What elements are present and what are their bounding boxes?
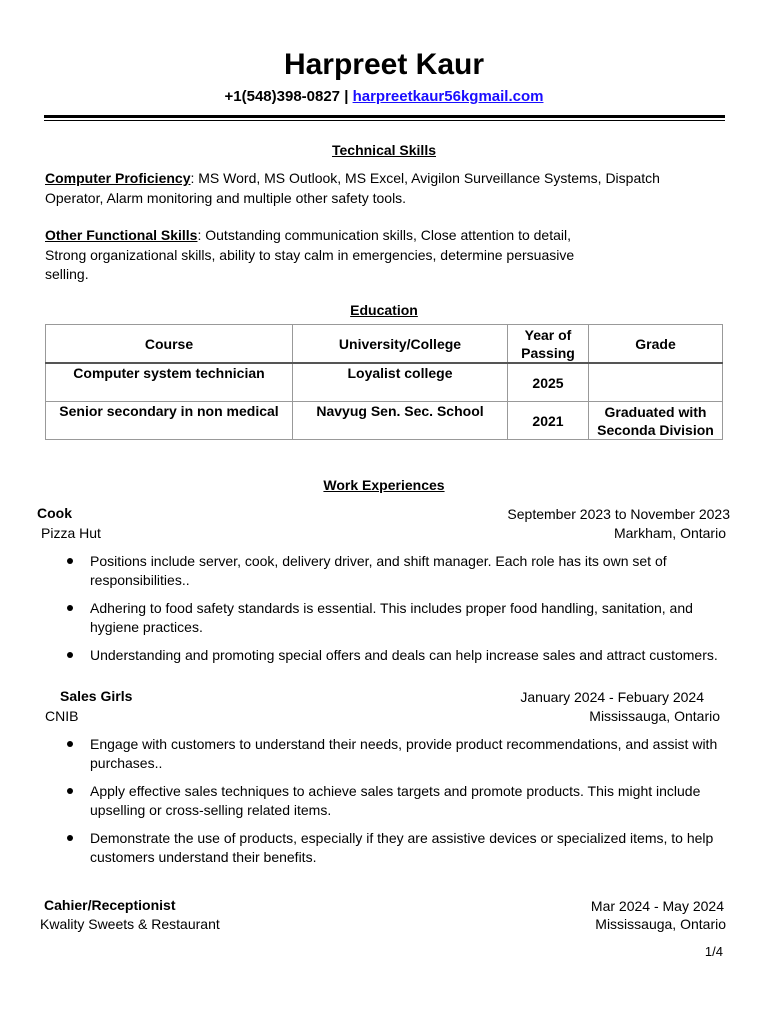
table-header-row [46,325,723,364]
table-row [46,363,723,402]
header-university: University/College [293,325,508,364]
job-location: Mississauga, Ontario [595,916,726,932]
computer-proficiency-label: Computer Proficiency [45,170,191,186]
job-company: Kwality Sweets & Restaurant [40,916,220,932]
header-year: Year of Passing [508,325,589,364]
table-row [46,402,723,440]
header-divider-thin [44,120,725,121]
list-item: Understanding and promoting special offers and deals can help increase sales and attract customers. [62,646,722,665]
candidate-name: Harpreet Kaur [283,48,485,81]
job-location: Mississauga, Ontario [589,708,720,724]
job-title: Cook [37,505,72,521]
email-link[interactable]: harpreetkaur56kgmail.com [352,88,544,105]
other-skills-label: Other Functional Skills [45,227,198,243]
job-dates: September 2023 to November 2023 [507,506,730,522]
job-company: CNIB [45,708,79,724]
list-item: Engage with customers to understand their needs, provide product recommendations, and assist with purchases.. [62,735,722,773]
year-cell: 2021 [508,402,589,440]
grade-cell: Graduated with Seconda Division [589,402,723,440]
list-item: Apply effective sales techniques to achieve sales targets and promote products. This might include upselling or cross-selling related items. [62,782,722,820]
header-grade: Grade [589,325,723,364]
course-cell: Senior secondary in non medical [46,402,293,440]
other-skills-paragraph [45,226,615,285]
year-cell: 2025 [508,363,589,402]
list-item: Positions include server, cook, delivery driver, and shift manager. Each role has its own set of responsibilities.. [62,552,722,590]
education-table [45,324,723,440]
computer-proficiency-text: : MS Word, MS Outlook, MS Excel, Avigilon Surveillance Systems, Dispatch Operator, Alarm monitoring and multiple other safety tools. [45,170,660,206]
job-title: Cahier/Receptionist [44,897,176,913]
section-title-work-experiences: Work Experiences [323,477,445,493]
section-title-education: Education [350,302,418,318]
contact-line [0,87,768,107]
job-responsibilities-list [62,735,722,876]
grade-cell [589,363,723,402]
course-cell: Computer system technician [46,363,293,402]
job-responsibilities-list [62,552,722,674]
university-cell: Loyalist college [293,363,508,402]
header-divider-thick [44,115,725,118]
job-dates: Mar 2024 - May 2024 [590,898,724,914]
job-company: Pizza Hut [41,525,101,541]
page-number: 1/4 [704,944,723,959]
header-course: Course [46,325,293,364]
job-location: Markham, Ontario [613,525,726,541]
computer-proficiency-paragraph [45,169,705,208]
list-item: Demonstrate the use of products, especially if they are assistive devices or specialized items, to help customers understand their benefits. [62,829,722,867]
university-cell: Navyug Sen. Sec. School [293,402,508,440]
list-item: Adhering to food safety standards is essential. This includes proper food handling, sanitation, and hygiene practices. [62,599,722,637]
other-skills-text: : Outstanding communication skills, Close attention to detail, Strong organizational skills, ability to stay calm in emergencies, determine persuasive selling. [45,227,575,282]
job-dates: January 2024 - Febuary 2024 [520,689,704,705]
section-title-technical-skills: Technical Skills [331,142,436,158]
job-title: Sales Girls [60,688,133,704]
phone-number: +1(548)398-0827 | [224,88,349,105]
